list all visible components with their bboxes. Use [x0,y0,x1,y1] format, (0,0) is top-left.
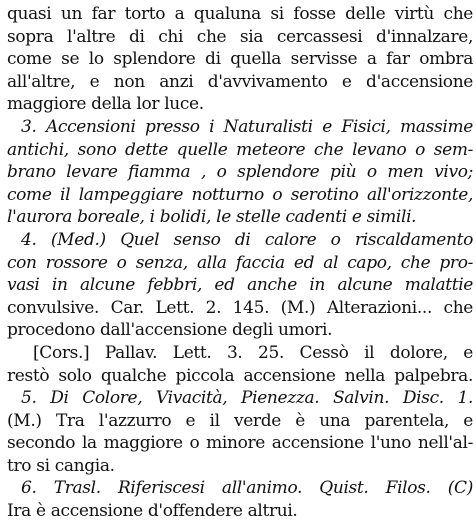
text-line: tro si cangia. [7,455,115,476]
text-line: quasi un far torto a qualuna si fosse delle virtù che [7,4,473,24]
entry-3-line: 3. Accensioni presso i Naturalisti e Fisici, massime [21,116,473,137]
dictionary-page-text [7,3,473,523]
entry-5-line: 5. Di Colore, Vivacità, Pienezza. Salvin. Disc. 1. [21,388,473,409]
text-line: con rossore o senza, alla faccia ed al capo, che pro- [7,252,473,273]
text-line: maggiore della lor luce. [7,94,204,115]
text-line: l'aurora boreale, i bolidi, le stelle cadenti e simili. [7,207,417,228]
text-line: antichi, sono dette quelle meteore che levano o sem- [7,139,473,160]
text-line: sopra l'altre di chi che sia cercassesi d'innalzare, [7,26,473,47]
citation-line: [Cors.] Pallav. Lett. 3. 25. Cessò il dolore, e [33,342,473,363]
entry-6-line: 6. Trasl. Riferiscesi all'animo. Quist. Filos. (C) [21,478,473,499]
text-line: convulsive. Car. Lett. 2. 145. (M.) Alterazioni... che [7,297,473,318]
text-line: secondo la maggiore o minore accensione l'uno nell'al- [7,433,473,454]
text-line: come se lo splendore di quella servisse a far ombra [7,49,473,70]
text-line: all'altre, e non anzi d'avvivamento e d'accensione [7,71,473,92]
text-line: procedono dall'accensione degli umori. [7,320,333,341]
text-line: (M.) Tra l'azzurro e il verde è una parentela, e [7,410,473,431]
text-line: come il lampeggiare notturno o serotino all'orizzonte, [7,184,473,205]
text-line: restò solo qualche piccola accensione nella palpebra. [7,365,473,386]
entry-4-line: 4. (Med.) Quel senso di calore o riscaldamento [21,229,473,250]
text-line: brano levare fiamma , o splendore più o men vivo; [7,162,473,183]
text-line: vasi in alcune febbri, ed anche in alcune malattie [7,275,473,296]
text-line: Ira è accensione d'offendere altrui. [7,501,298,522]
